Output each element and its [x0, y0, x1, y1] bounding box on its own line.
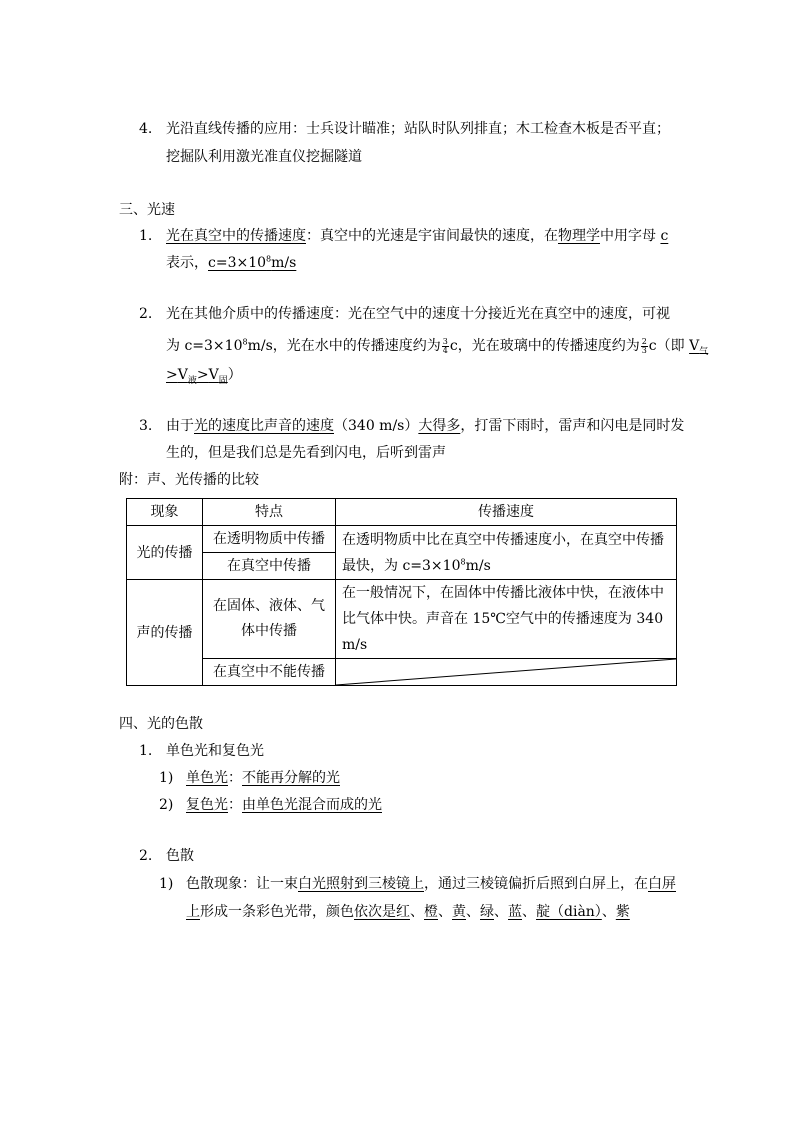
light-feature-transparent: 在透明物质中传播 — [203, 526, 336, 553]
text: c=3×10 — [208, 255, 267, 271]
text: m/s — [342, 637, 368, 653]
text: 中用字母 — [600, 228, 656, 244]
header-phenomenon: 现象 — [127, 499, 203, 526]
v-air — [689, 338, 709, 357]
much-faster-term: 大得多 — [418, 418, 461, 434]
text: V — [689, 338, 700, 354]
text: 形成一条彩色光带，颜色 — [200, 904, 354, 920]
letter-c: c — [660, 228, 669, 244]
sound-feature-vacuum: 在真空中不能传播 — [203, 659, 336, 686]
text: V — [177, 367, 188, 383]
text: m/s，光在水中的传播速度约为 — [247, 338, 441, 354]
white-screen-term: 白屏 — [648, 876, 676, 892]
light-speed-value-line — [342, 553, 670, 579]
appendix-title: 附：声、光传播的比较 — [119, 472, 259, 488]
text: V — [208, 367, 219, 383]
text: （340 m/s） — [334, 418, 419, 434]
text: ） — [227, 367, 242, 383]
color-green: 绿 — [480, 904, 494, 920]
point-3-line-1 — [166, 416, 684, 436]
physics-term: 物理学 — [558, 228, 600, 244]
fraction-two-thirds — [641, 338, 648, 355]
header-feature: 特点 — [203, 499, 336, 526]
point-2-number: 2. — [139, 306, 153, 322]
point-1-number: 1. — [139, 743, 153, 759]
monochromatic-light-item — [186, 768, 340, 788]
exponent: 8 — [242, 337, 248, 347]
text: 表示， — [166, 255, 208, 271]
text: m/s — [271, 255, 297, 271]
text: 在一般情况下，在固体中传播比液体中快，在液体中 — [342, 585, 664, 601]
table-row — [127, 659, 677, 686]
subscript: 液 — [187, 375, 197, 386]
denominator: 3 — [641, 345, 647, 355]
subscript: 固 — [218, 375, 228, 386]
monochromatic-term: 单色光 — [186, 770, 228, 786]
text: ，打雷下雨时，雷声和闪电是同时发 — [460, 418, 685, 434]
light-speed-value — [208, 255, 296, 271]
light-speed-cell — [336, 526, 677, 580]
text: > — [166, 367, 178, 383]
text: ：真空中的光速是宇宙间最快的速度，在 — [306, 228, 558, 244]
polychromatic-term: 复色光 — [186, 797, 228, 813]
fraction-three-quarters — [442, 338, 449, 355]
section-3-heading: 三、光速 — [119, 202, 175, 218]
point-2-line-3 — [166, 365, 242, 385]
sub-item-2-number: 2) — [159, 797, 174, 813]
subscript: 气 — [699, 346, 709, 357]
text: 为 c=3×10 — [166, 338, 243, 354]
text: m/s — [465, 557, 491, 574]
dispersion-line-2 — [186, 902, 630, 922]
exponent: 8 — [460, 556, 466, 566]
denominator: 4 — [442, 345, 448, 355]
point-2-line-1: 光在其他介质中的传播速度：光在空气中的速度十分接近光在真空中的速度，可视 — [166, 306, 670, 322]
point-2-number: 2. — [139, 848, 153, 864]
light-vs-sound-term: 光的速度比声音的速度 — [194, 418, 334, 434]
color-indigo: 靛（diàn） — [536, 904, 602, 920]
dispersion-line-1 — [186, 874, 676, 894]
text: 、 — [438, 904, 452, 920]
light-feature-vacuum: 在真空中传播 — [203, 553, 336, 580]
section-4-heading: 四、光的色散 — [119, 716, 203, 732]
item-4-line-2: 挖掘队利用激光准直仪挖掘隧道 — [166, 149, 362, 165]
sound-speed-cell — [336, 580, 677, 659]
table-row — [127, 580, 677, 659]
header-speed: 传播速度 — [336, 499, 677, 526]
text: ，通过三棱镜偏折后照到白屏上，在 — [424, 876, 648, 892]
text: 色散现象：让一束 — [186, 876, 298, 892]
polychromatic-light-item — [186, 795, 382, 815]
polychromatic-definition: 由单色光混合而成的光 — [242, 797, 382, 813]
item-4-line-1: 光沿直线传播的应用：士兵设计瞄准；站队时队列排直；木工检查木板是否平直； — [166, 121, 670, 137]
color-violet: 紫 — [615, 904, 630, 920]
text: 体中传播 — [241, 623, 297, 639]
text: ： — [228, 770, 242, 786]
point-2-title: 色散 — [166, 848, 194, 864]
in-order-term: 依次是 — [354, 904, 396, 920]
text: 、 — [601, 904, 616, 920]
white-light-prism-term: 白光照射到三棱镜上 — [298, 876, 424, 892]
text: 最快，为 c=3×10 — [342, 557, 461, 574]
comparison-table — [126, 498, 677, 686]
color-red: 红 — [396, 904, 410, 920]
diagonal-empty-cell — [336, 659, 677, 686]
text: 比气体中快。声音在 15℃空气中的传播速度为 340 — [342, 611, 664, 627]
text: 在透明物质中比在真空中传播速度小，在真空中传播 — [342, 531, 664, 548]
speed-relation — [166, 367, 228, 386]
text: 、 — [410, 904, 424, 920]
color-orange: 橙 — [424, 904, 438, 920]
table-header-row — [127, 499, 677, 526]
text: c（即 — [648, 338, 685, 354]
sub-item-1-number: 1) — [159, 876, 174, 892]
light-propagation-cell: 光的传播 — [127, 526, 203, 580]
point-2-line-2 — [166, 336, 708, 356]
numerator: 3 — [442, 336, 448, 346]
item-4-number: 4. — [139, 121, 153, 137]
color-yellow: 黄 — [452, 904, 466, 920]
exponent: 8 — [266, 254, 272, 264]
point-3-number: 3. — [139, 418, 153, 434]
table-row — [127, 526, 677, 553]
text: 、 — [494, 904, 508, 920]
on-term: 上 — [186, 904, 200, 920]
sound-feature-media — [203, 580, 336, 659]
text: 、 — [522, 904, 536, 920]
text: 、 — [466, 904, 480, 920]
sub-item-1-number: 1) — [159, 770, 174, 786]
sound-propagation-cell: 声的传播 — [127, 580, 203, 686]
light-speed-vacuum-term: 光在真空中的传播速度 — [166, 228, 306, 244]
text: ： — [228, 797, 242, 813]
point-1-line-2 — [166, 253, 296, 273]
text: 由于 — [166, 418, 194, 434]
text: c，光在玻璃中的传播速度约为 — [449, 338, 640, 354]
color-blue: 蓝 — [508, 904, 522, 920]
point-1-number: 1. — [139, 228, 153, 244]
numerator: 2 — [641, 336, 647, 346]
monochromatic-definition: 不能再分解的光 — [242, 770, 340, 786]
diagonal-line — [336, 659, 676, 685]
point-3-line-2: 生的，但是我们总是先看到闪电，后听到雷声 — [166, 445, 446, 461]
text: 在固体、液体、气 — [213, 598, 325, 614]
point-1-title: 单色光和复色光 — [166, 743, 264, 759]
text: > — [196, 367, 209, 383]
point-1-line-1 — [166, 226, 668, 246]
